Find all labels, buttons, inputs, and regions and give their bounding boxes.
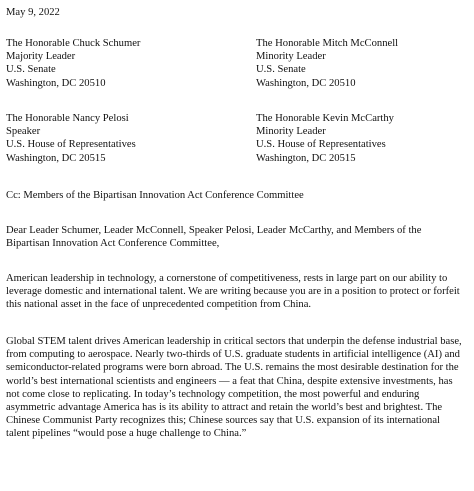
- addressee-name: The Honorable Chuck Schumer: [6, 38, 141, 49]
- addressee-name: The Honorable Mitch McConnell: [256, 38, 399, 49]
- addressee-city: Washington, DC 20515: [256, 152, 356, 164]
- addressee-name: The Honorable Kevin McCarthy: [256, 113, 394, 124]
- addressee-chamber: U.S. Senate: [6, 64, 56, 76]
- addressee-city: Washington, DC 20515: [6, 152, 106, 164]
- addressee-block-pelosi: [6, 112, 136, 165]
- letter-date: May 9, 2022: [6, 7, 60, 18]
- addressee-name: The Honorable Nancy Pelosi: [6, 113, 129, 124]
- addressee-city: Washington, DC 20510: [6, 77, 106, 89]
- addressee-chamber: U.S. Senate: [256, 64, 306, 76]
- addressee-block-mcconnell: [256, 37, 398, 90]
- body-paragraph-2: Global STEM talent drives American leadership in critical sectors that underpin the defense industrial base, from computing to aerospace. Nearly two-thirds of U.S. graduate students in artificial intelligence (AI) and semiconductor-related programs were born abroad. The U.S. remains the most desirable destination for the world’s best international scientists and engineers — a feat that China, despite extensive investments, has not come close to replicating. In today’s technology competition, the most powerful and enduring asymmetric advantage America has is its ability to attract and retain the world’s best and brightest. The Chinese Communist Party recognizes this; Chinese sources say that U.S. expansion of its international talent pipelines “would pose a huge challenge to China.”: [6, 336, 462, 440]
- addressee-title: Majority Leader: [6, 51, 76, 63]
- addressee-title: Minority Leader: [256, 51, 326, 63]
- letter-page: [4, 2, 470, 489]
- addressee-title: Speaker: [6, 126, 41, 138]
- addressee-city: Washington, DC 20510: [256, 77, 356, 89]
- body-paragraph-1: American leadership in technology, a cornerstone of competitiveness, rests in large part on our ability to leverage domestic and international talent. We are writing because you are in a position to protect or forfeit this national asset in the face of unprecedented competition from China.: [6, 273, 460, 311]
- addressee-block-schumer: [6, 37, 140, 90]
- addressee-title: Minority Leader: [256, 126, 326, 138]
- cc-line: Cc: Members of the Bipartisan Innovation Act Conference Committee: [6, 190, 304, 201]
- addressee-chamber: U.S. House of Representatives: [256, 139, 386, 151]
- addressee-chamber: U.S. House of Representatives: [6, 139, 136, 151]
- addressee-block-mccarthy: [256, 112, 394, 165]
- salutation: Dear Leader Schumer, Leader McConnell, Speaker Pelosi, Leader McCarthy, and Members of the Bipartisan Innovation Act Conference Committee,: [6, 225, 422, 250]
